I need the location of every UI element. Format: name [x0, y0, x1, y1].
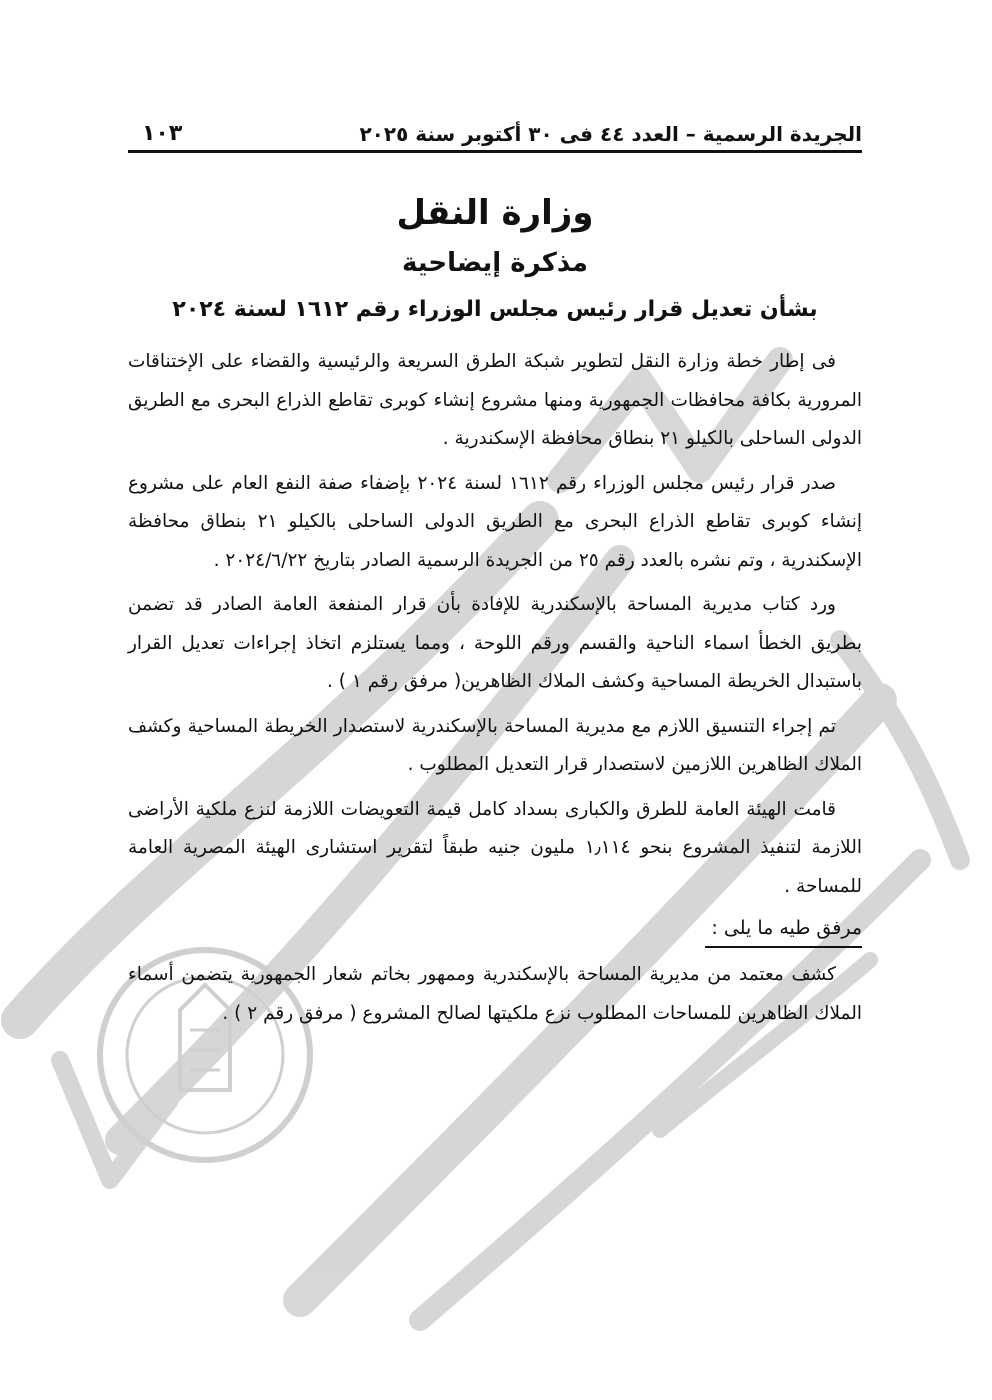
document-page — [128, 100, 862, 1033]
paragraph-3: ورد كتاب مديرية المساحة بالإسكندرية للإفادة بأن قرار المنفعة العامة الصادر قد تضمن بطريق الخطأ اسماء الناحية والقسم ورقم اللوحة ، ومما يستلزم اتخاذ إجراءات تعديل القرار باستبدال الخريطة المساحية وكشف الملاك الظاهرين( مرفق رقم ١ ) . — [128, 594, 862, 692]
document-subject: بشأن تعديل قرار رئيس مجلس الوزراء رقم ١٦١٢ لسنة ٢٠٢٤ — [172, 297, 818, 322]
page-number: ١٠٣ — [142, 121, 183, 146]
running-title: الجريدة الرسمية – العدد ٤٤ فى ٣٠ أكتوبر سنة ٢٠٢٥ — [359, 122, 862, 146]
paragraph-4: تم إجراء التنسيق اللازم مع مديرية المساحة بالإسكندرية لاستصدار الخريطة المساحية وكشف الملاك الظاهرين اللازمين لاستصدار قرار التعديل المطلوب . — [128, 715, 862, 775]
paragraph-5: قامت الهيئة العامة للطرق والكبارى بسداد كامل قيمة التعويضات اللازمة لنزع ملكية الأراضى اللازمة لتنفيذ المشروع بنحو ١٫١١٤ مليون جنيه طبقاً لتقرير استشارى الهيئة المصرية العامة للمساحة . — [128, 798, 862, 897]
page-header — [128, 100, 862, 153]
ministry-title: وزارة النقل — [396, 193, 594, 233]
attachments-heading: مرفق طيه ما يلى : — [705, 910, 862, 948]
attachment-item: كشف معتمد من مديرية المساحة بالإسكندرية وممهور بخاتم شعار الجمهورية يتضمن أسماء الملاك الظاهرين للمساحات المطلوب نزع ملكيتها لصالح المشروع ( مرفق رقم ٢ ) . — [128, 964, 862, 1024]
paragraph-1: فى إطار خطة وزارة النقل لتطوير شبكة الطرق السريعة والرئيسية والقضاء على الإختناقات المرورية بكافة محافظات الجمهورية ومنها مشروع إنشاء كوبرى تقاطع الذراع البحرى مع الطريق الدولى الساحلى بالكيلو ٢١ بنطاق محافظة الإسكندرية . — [128, 351, 862, 449]
document-type: مذكرة إيضاحية — [402, 248, 588, 278]
paragraph-2: صدر قرار رئيس مجلس الوزراء رقم ١٦١٢ لسنة ٢٠٢٤ بإضفاء صفة النفع العام على مشروع إنشاء كوبرى تقاطع الذراع البحرى مع الطريق الدولى الساحلى بالكيلو ٢١ بنطاق محافظة الإسكندرية ، وتم نشره بالعدد رقم ٢٥ من الجريدة الرسمية الصادر بتاريخ ٢٠٢٤/٦/٢٢ . — [128, 472, 862, 571]
